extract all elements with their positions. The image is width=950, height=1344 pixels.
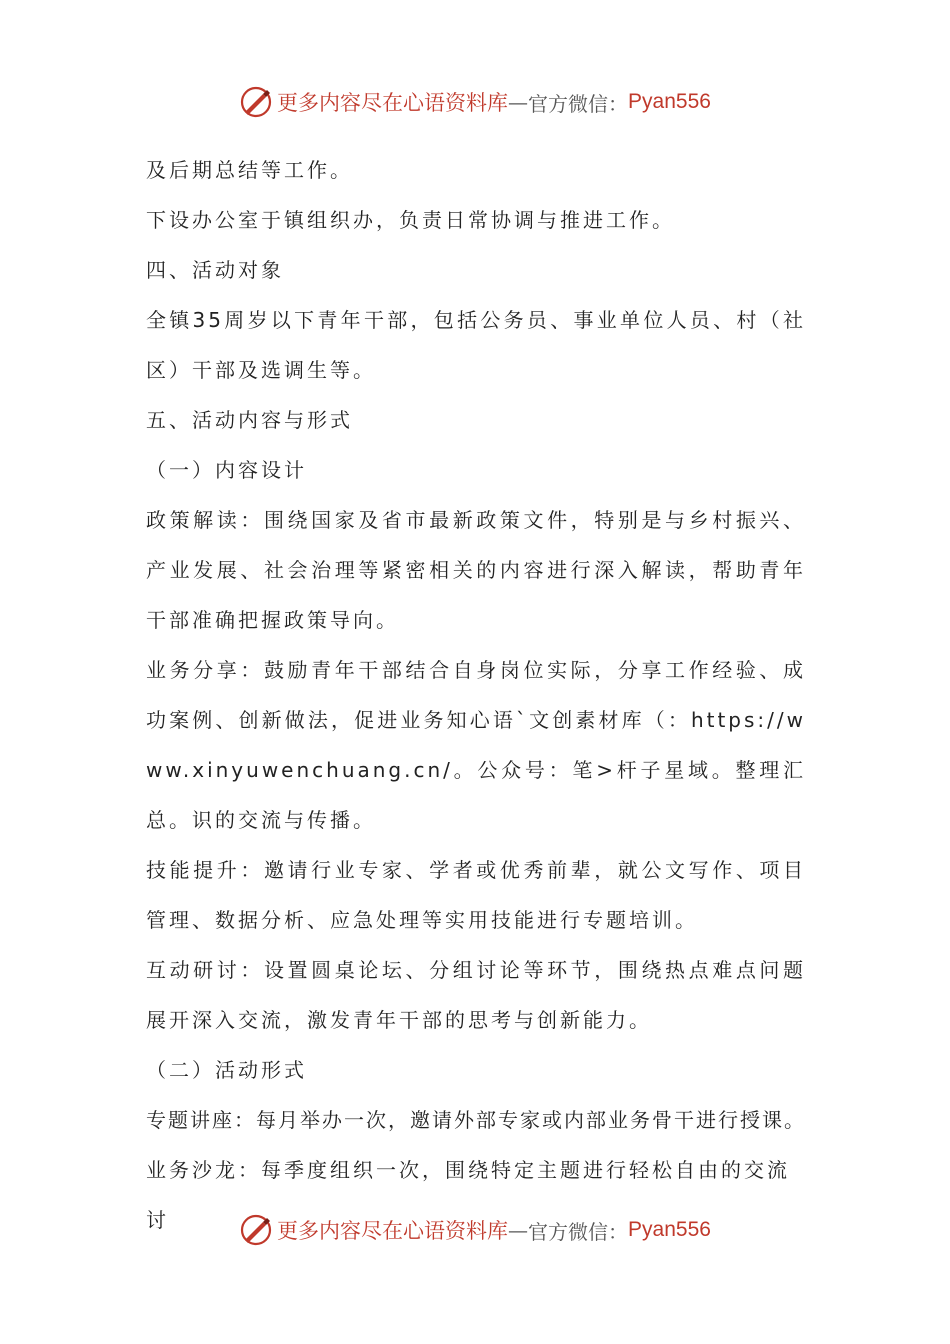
header-wechat-id: Pyan556 (628, 90, 711, 113)
paragraph: 全镇35周岁以下青年干部，包括公务员、事业单位人员、村（社区）干部及选调生等。 (146, 308, 806, 382)
paragraph: 业务沙龙：每季度组织一次，围绕特定主题进行轻松自由的交流讨 (146, 1158, 790, 1232)
header-dash: — (508, 90, 529, 114)
footer-dash: — (508, 1218, 529, 1242)
pen-logo-icon (239, 1213, 273, 1247)
paragraph: 专题讲座：每月举办一次，邀请外部专家或内部业务骨干进行授课。 (146, 1108, 806, 1132)
footer-watermark (0, 1210, 950, 1250)
footer-wechat-label: 官方微信： (528, 1219, 629, 1244)
footer-wechat-id: Pyan556 (628, 1218, 711, 1241)
subsection-heading: （一）内容设计 (146, 458, 307, 482)
paragraph: 业务分享：鼓励青年干部结合自身岗位实际，分享工作经验、成功案例、创新做法，促进业务知心语`文创素材库（：https://www.xinyuwenchuang.cn/。公众号：笔>杆子星域。整理汇总。识的交流与传播。 (146, 658, 806, 832)
paragraph: 互动研讨：设置圆桌论坛、分组讨论等环节，围绕热点难点问题展开深入交流，激发青年干部的思考与创新能力。 (146, 958, 806, 1032)
header-wechat-label: 官方微信： (528, 91, 629, 116)
section-heading: 五、活动内容与形式 (146, 408, 353, 432)
header-brand: 更多内容尽在心语资料库 (277, 91, 509, 115)
paragraph: 下设办公室于镇组织办，负责日常协调与推进工作。 (146, 208, 675, 232)
pen-logo-icon (239, 85, 273, 119)
subsection-heading: （二）活动形式 (146, 1058, 307, 1082)
document-body (146, 145, 806, 1245)
footer-brand: 更多内容尽在心语资料库 (277, 1219, 509, 1243)
paragraph: 政策解读：围绕国家及省市最新政策文件，特别是与乡村振兴、产业发展、社会治理等紧密相关的内容进行深入解读，帮助青年干部准确把握政策导向。 (146, 508, 806, 632)
paragraph: 及后期总结等工作。 (146, 158, 353, 182)
header-watermark (0, 82, 950, 122)
section-heading: 四、活动对象 (146, 258, 284, 282)
paragraph: 技能提升：邀请行业专家、学者或优秀前辈，就公文写作、项目管理、数据分析、应急处理等实用技能进行专题培训。 (146, 858, 806, 932)
